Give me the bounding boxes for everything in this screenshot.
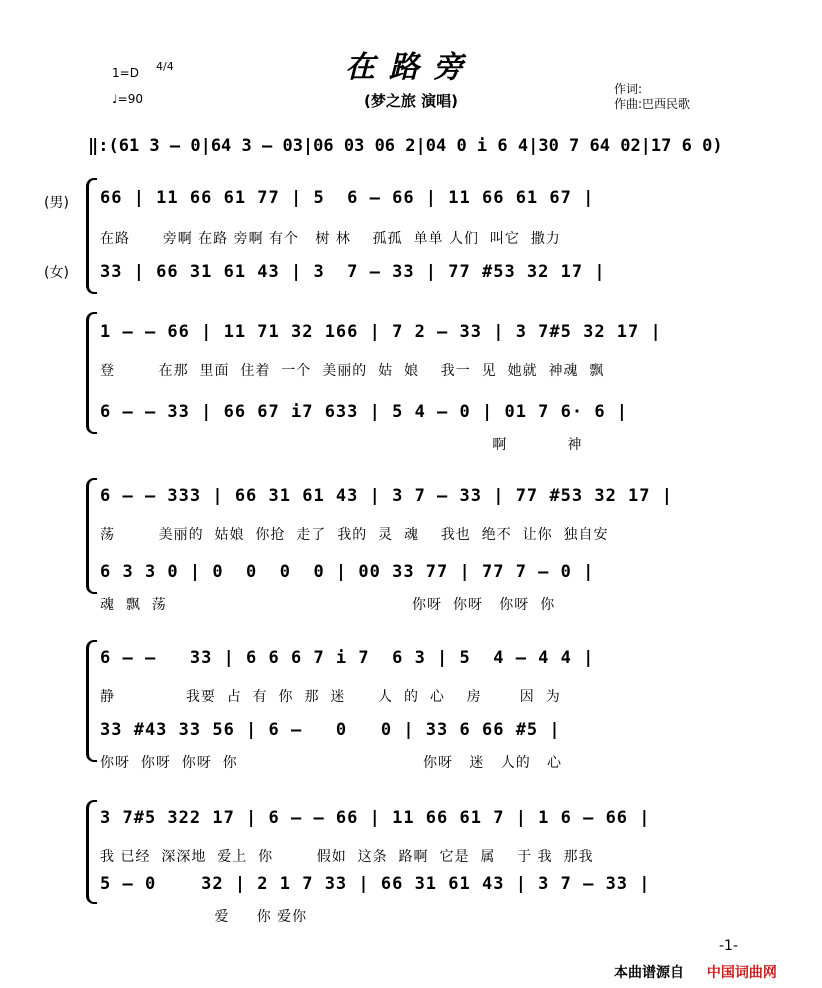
key: 1=D (112, 66, 139, 80)
female-lyrics: 魂 飘 荡 你呀 你呀 你呀 你 (100, 597, 556, 613)
female-lyrics: 啊 神 (100, 437, 583, 453)
female-notes: 33 | 66 31 61 43 | 3 7 – 33 | 77 #53 32 17 | (100, 262, 606, 282)
time-signature: 4/4 (156, 60, 174, 73)
male-notes: 66 | 11 66 61 77 | 5 6 – 66 | 11 66 61 67 | (100, 188, 595, 208)
key-signature-block (112, 60, 174, 106)
male-lyrics: 在路 旁啊 在路 旁啊 有个 树 林 孤孤 单单 人们 叫它 撒力 (100, 231, 561, 247)
tempo: ♩=90 (112, 92, 143, 106)
male-lyrics: 我 已经 深深地 爱上 你 假如 这条 路啊 它是 属 于 我 那我 (100, 849, 594, 865)
song-subtitle: (梦之旅 演唱) (364, 92, 458, 110)
male-lyrics: 静 我要 占 有 你 那 迷 人 的 心 房 因 为 (100, 689, 561, 705)
female-label: (女) (44, 265, 69, 281)
female-notes: 5 – 0 32 | 2 1 7 33 | 66 31 61 43 | 3 7 – 33 | (100, 874, 651, 894)
system-bracket (86, 178, 97, 294)
system-bracket (86, 312, 97, 434)
female-notes: 33 #43 33 56 | 6 – 0 0 | 33 6 66 #5 | (100, 720, 561, 740)
male-notes: 3 7#5 322 17 | 6 – – 66 | 11 66 61 7 | 1 6 – 66 | (100, 808, 651, 828)
intro-line: ‖:(61 3 – 0|64 3 – 03|06 03 06 2|04 0 i 6 4|30 7 64 02|17 6 0) (88, 136, 723, 156)
source-credit (614, 962, 777, 982)
male-lyrics: 荡 美丽的 姑娘 你抢 走了 我的 灵 魂 我也 绝不 让你 独自安 (100, 527, 609, 543)
female-lyrics: 爱 你 爱你 (100, 909, 308, 925)
page-number: -1- (718, 938, 738, 954)
system-bracket (86, 640, 97, 762)
male-notes: 6 – – 333 | 66 31 61 43 | 3 7 – 33 | 77 #53 32 17 | (100, 486, 673, 506)
male-notes: 6 – – 33 | 6 6 6 7 i 7 6 3 | 5 4 – 4 4 | (100, 648, 595, 668)
male-lyrics: 登 在那 里面 住着 一个 美丽的 姑 娘 我一 见 她就 神魂 飘 (100, 363, 605, 379)
composer: 作曲:巴西民歌 (614, 97, 691, 111)
credits (614, 82, 690, 112)
system-bracket (86, 800, 97, 904)
female-notes: 6 – – 33 | 66 67 i7 633 | 5 4 – 0 | 01 7 6· 6 | (100, 402, 629, 422)
system-bracket (86, 478, 97, 594)
male-label: (男) (44, 195, 69, 211)
source-site: 中国词曲网 (706, 965, 777, 981)
song-title: 在路旁 (345, 50, 477, 85)
lyricist: 作词: (614, 82, 643, 96)
male-notes: 1 – – 66 | 11 71 32 166 | 7 2 – 33 | 3 7#5 32 17 | (100, 322, 662, 342)
female-lyrics: 你呀 你呀 你呀 你 你呀 迷 人的 心 (100, 755, 563, 771)
source-prefix: 本曲谱源自 (614, 965, 684, 981)
female-notes: 6 3 3 0 | 0 0 0 0 | 00 33 77 | 77 7 – 0 | (100, 562, 595, 582)
